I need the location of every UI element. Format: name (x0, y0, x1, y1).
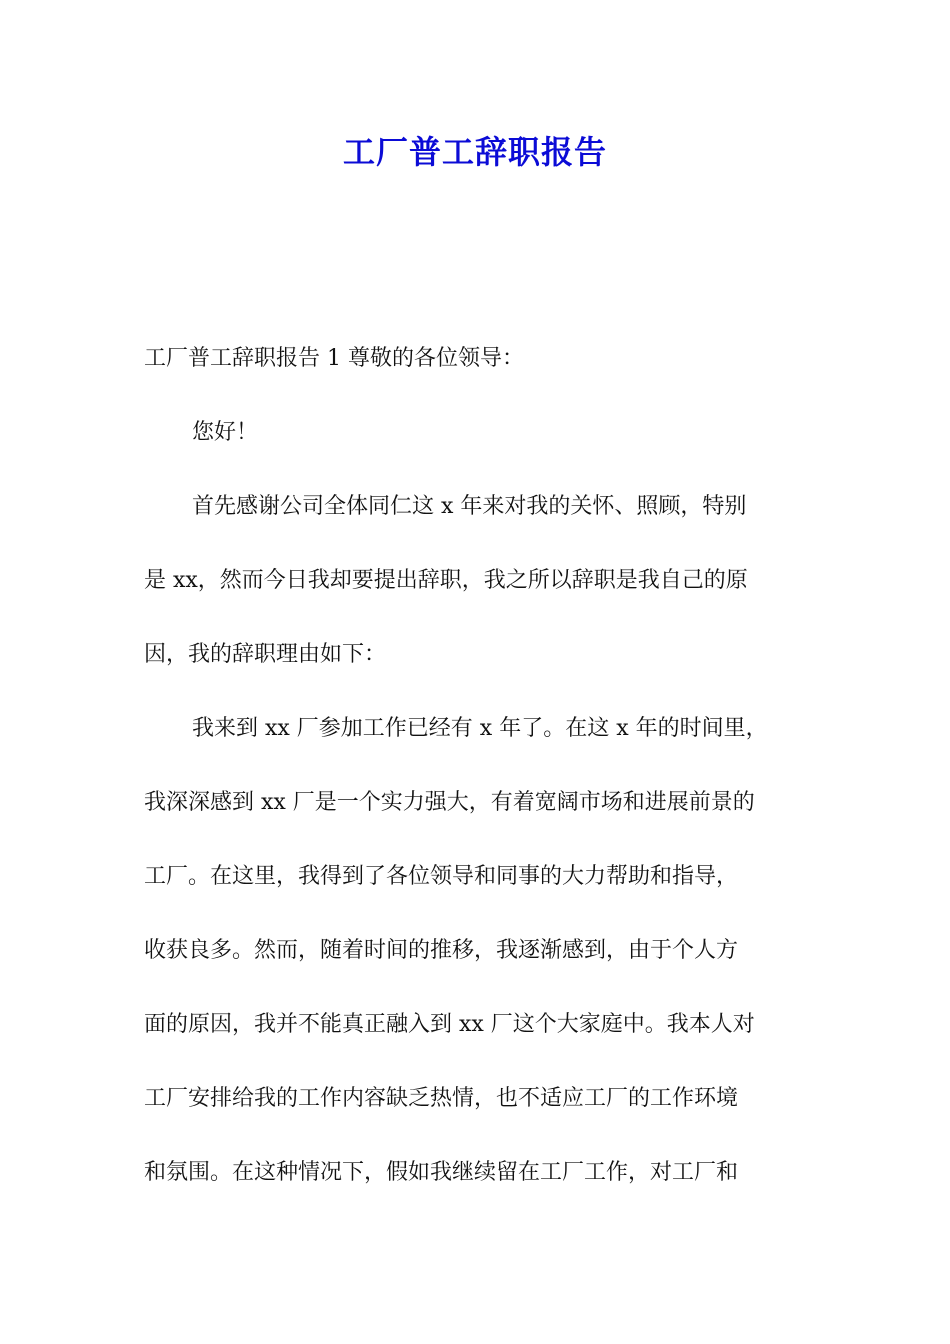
document-title: 工厂普工辞职报告 (342, 133, 607, 171)
paragraph-line: 工厂。在这里，我得到了各位领导和同事的大力帮助和指导， (144, 864, 739, 889)
paragraph-line: 面的原因，我并不能真正融入到 xx 厂这个大家庭中。我本人对 (144, 1012, 755, 1037)
paragraph-line: 我来到 xx 厂参加工作已经有 x 年了。在这 x 年的时间里， (192, 716, 768, 741)
paragraph-line: 首先感谢公司全体同仁这 x 年来对我的关怀、照顾，特别 (192, 494, 747, 519)
paragraph-line: 我深深感到 xx 厂是一个实力强大，有着宽阔市场和进展前景的 (144, 790, 755, 815)
paragraph-line: 工厂安排给我的工作内容缺乏热情，也不适应工厂的工作环境 (144, 1086, 739, 1111)
paragraph-line: 是 xx，然而今日我却要提出辞职，我之所以辞职是我自己的原 (144, 568, 748, 593)
paragraph-line: 收获良多。然而，随着时间的推移，我逐渐感到，由于个人方 (144, 938, 739, 963)
paragraph-line: 和氛围。在这种情况下，假如我继续留在工厂工作，对工厂和 (144, 1160, 739, 1185)
salutation-line: 工厂普工辞职报告 1 尊敬的各位领导： (144, 346, 524, 371)
paragraph-line: 因，我的辞职理由如下： (144, 642, 387, 667)
document-body (144, 340, 808, 1192)
greeting-line: 您好！ (192, 420, 259, 445)
